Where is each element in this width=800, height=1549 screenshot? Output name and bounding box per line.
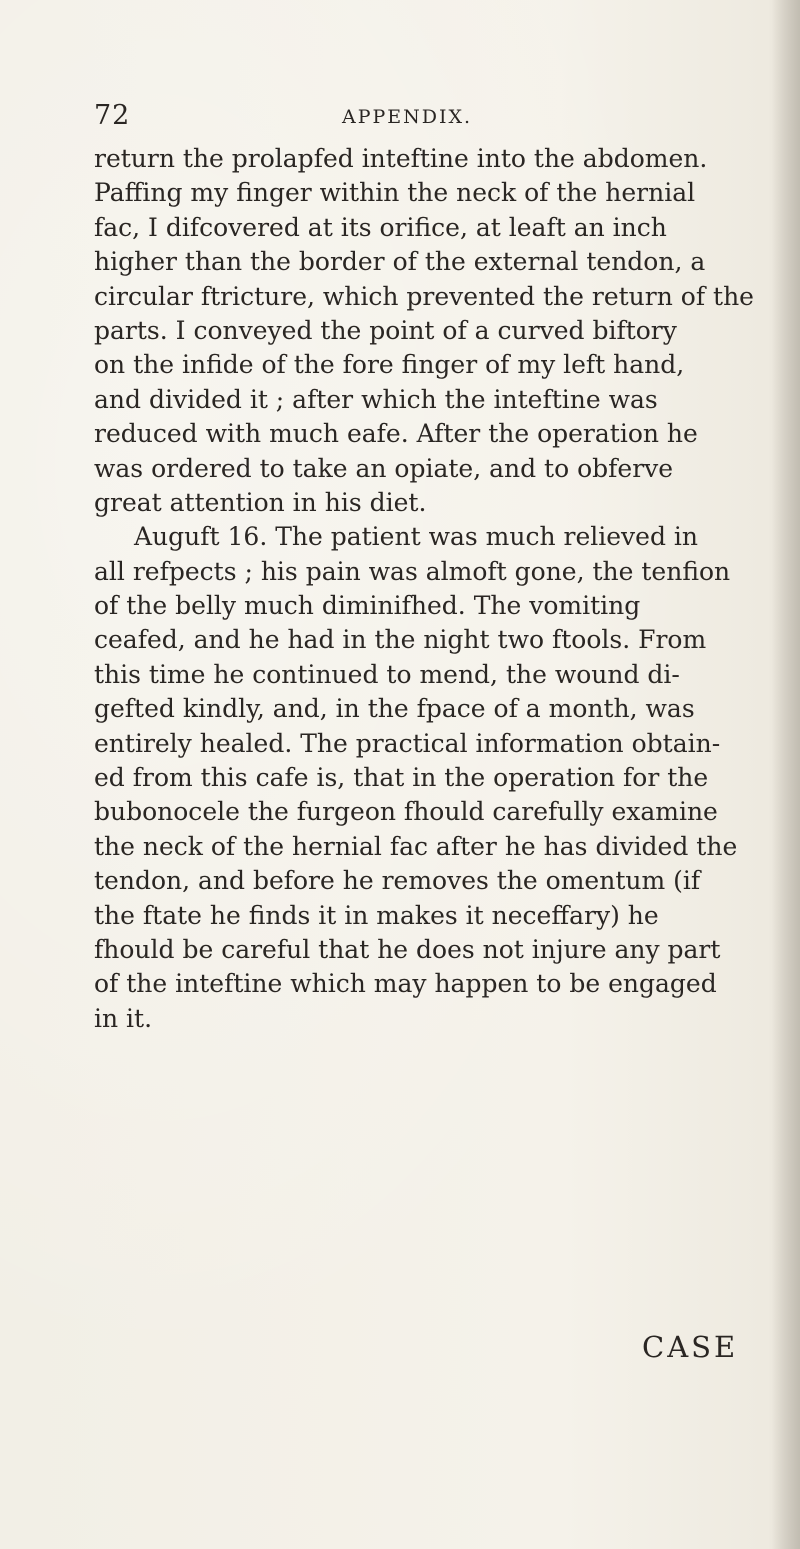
text-line: return the prolapfed inteftine into the abdomen. bbox=[94, 144, 708, 173]
text-line: ceafed, and he had in the night two ftools. From bbox=[94, 625, 707, 655]
text-line: on the infide of the fore finger of my left hand, bbox=[94, 350, 685, 380]
text-line: circular ftricture, which prevented the return of the bbox=[94, 281, 754, 311]
text-line: gefted kindly, and, in the fpace of a month, was bbox=[94, 694, 695, 724]
text-line: of the inteftine which may happen to be engaged bbox=[94, 969, 717, 999]
page-number: 72 bbox=[94, 100, 131, 131]
text-line: of the belly much diminifhed. The vomiting bbox=[94, 591, 641, 621]
text-line: was ordered to take an opiate, and to obferve bbox=[94, 453, 674, 483]
text-line: and divided it ; after which the inteftine was bbox=[94, 384, 658, 414]
text-line: in it. bbox=[94, 1003, 153, 1033]
paragraph-start-line: Auguft 16. The patient was much relieved in bbox=[134, 522, 699, 552]
running-head bbox=[94, 100, 734, 140]
body-text bbox=[94, 142, 774, 1036]
text-line: the ftate he finds it in makes it neceffary) he bbox=[94, 900, 659, 930]
text-line: entirely healed. The practical information obtain- bbox=[94, 728, 721, 758]
text-line: all refpects ; his pain was almoft gone, the tenfion bbox=[94, 556, 731, 586]
text-line: fac, I difcovered at its orifice, at leaft an inch bbox=[94, 212, 667, 242]
page-edge-shadow bbox=[772, 0, 800, 1549]
text-line: Paffing my finger within the neck of the hernial bbox=[94, 178, 696, 208]
text-line: reduced with much eafe. After the operation he bbox=[94, 419, 698, 449]
text-line: higher than the border of the external tendon, a bbox=[94, 247, 706, 277]
text-line: tendon, and before he removes the omentum (if bbox=[94, 866, 701, 896]
text-line: this time he continued to mend, the wound di- bbox=[94, 659, 680, 689]
catchword: CASE bbox=[642, 1330, 739, 1364]
text-line: great attention in his diet. bbox=[94, 487, 427, 517]
text-line: the neck of the hernial fac after he has divided the bbox=[94, 831, 738, 861]
text-line: bubonocele the furgeon fhould carefully examine bbox=[94, 797, 718, 827]
text-line: fhould be careful that he does not injure any part bbox=[94, 934, 721, 964]
text-line: parts. I conveyed the point of a curved biftory bbox=[94, 315, 677, 345]
running-head-title: APPENDIX. bbox=[342, 106, 473, 128]
text-line: ed from this cafe is, that in the operation for the bbox=[94, 763, 709, 793]
